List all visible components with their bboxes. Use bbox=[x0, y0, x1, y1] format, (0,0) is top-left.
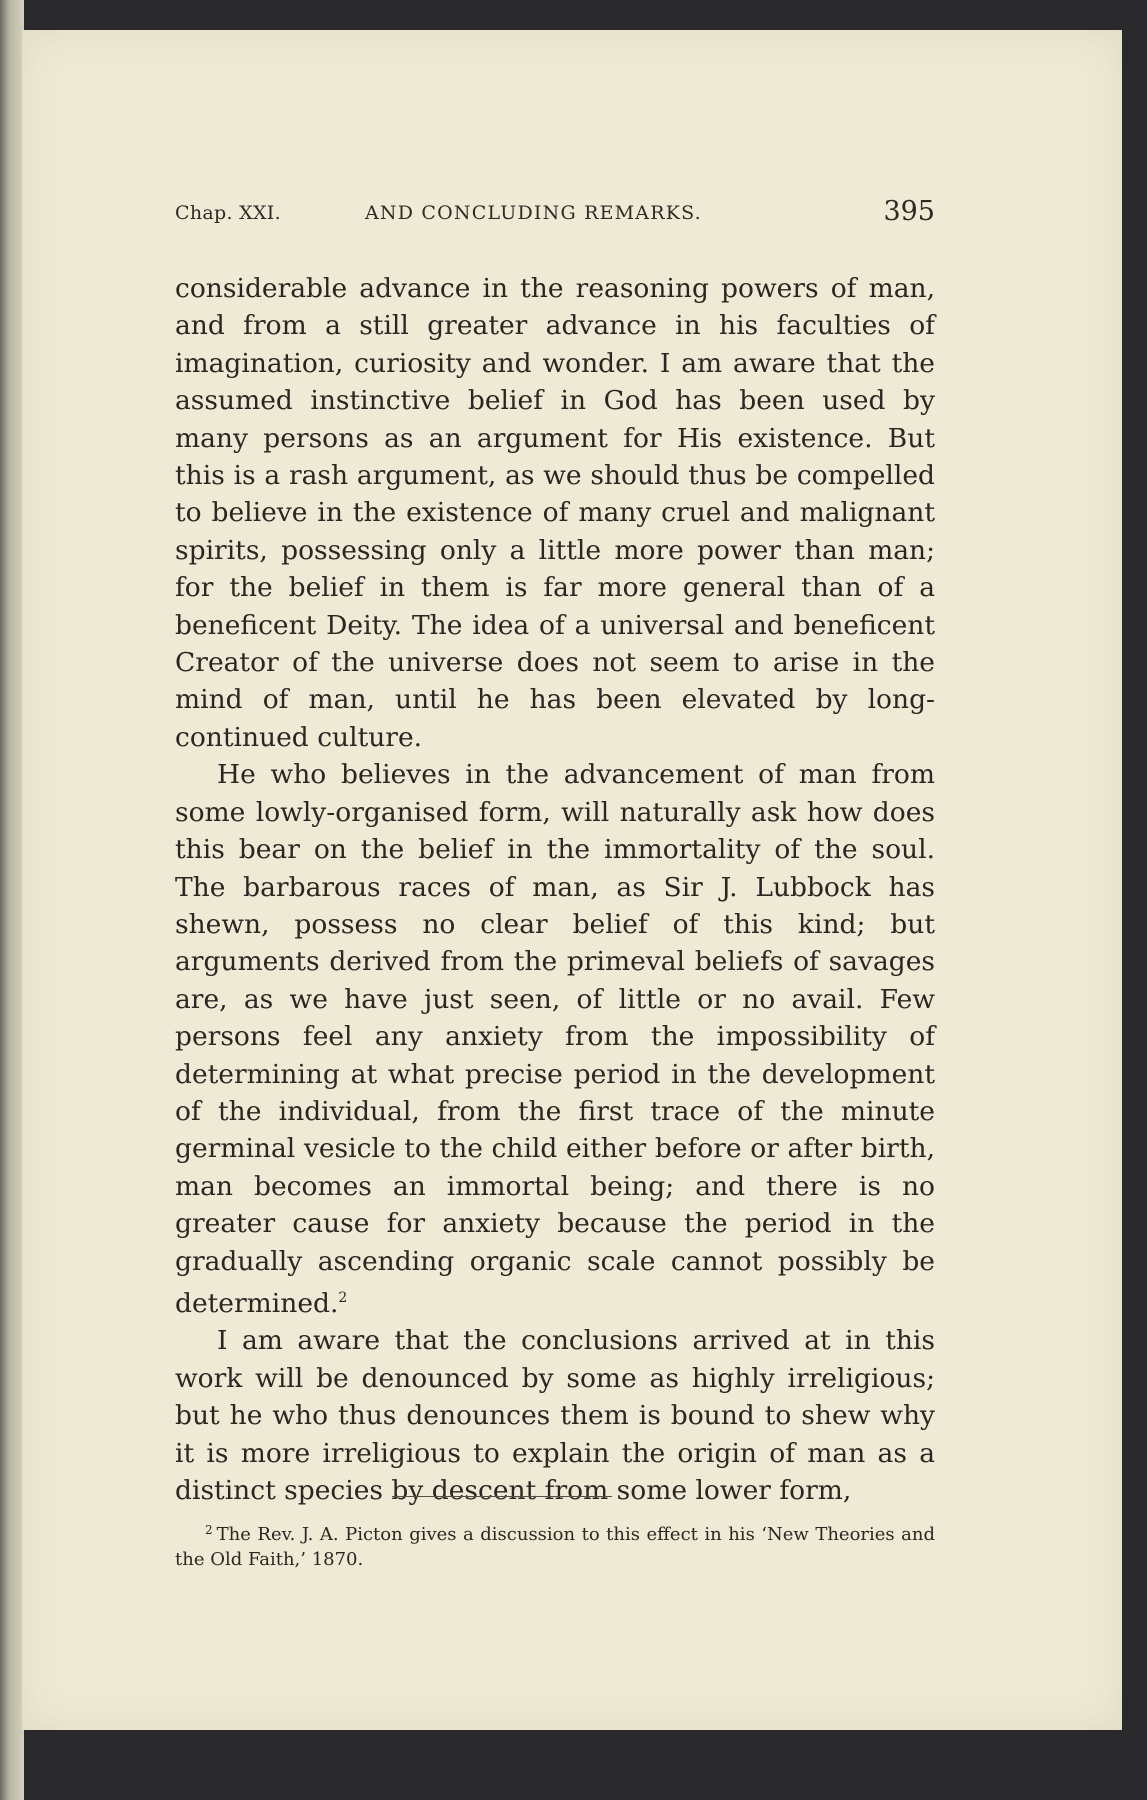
footnote-mark: 2 bbox=[205, 1523, 213, 1537]
footnote-reference[interactable]: 2 bbox=[338, 1289, 348, 1306]
adjacent-page-edge bbox=[0, 0, 24, 1800]
paragraph bbox=[175, 1322, 935, 1509]
paragraph-text: considerable advance in the reasoning powers of man, and from a still greater advance in his faculties of imagination, curiosity and wonder. I am aware that the assumed instinctive belief in God has been used by many persons as an argument for His existence. But this is a rash argument, as we should thus be compelled to believe in the existence of many cruel and malignant spirits, possessing only a little more power than man; for the belief in them is far more general than of a beneficent Deity. The idea of a universal and beneficent Creator of the universe does not seem to arise in the mind of man, until he has been elevated by long-continued culture. bbox=[175, 273, 935, 753]
body-text bbox=[175, 270, 935, 1509]
paragraph bbox=[175, 270, 935, 756]
running-header bbox=[175, 196, 935, 236]
page-number: 395 bbox=[883, 196, 935, 227]
chapter-label: Chap. XXI. bbox=[175, 202, 281, 224]
book-page bbox=[22, 30, 1122, 1730]
footnote-text: The Rev. J. A. Picton gives a discussion to this effect in his ‘New Theories and the Old Faith,’ 1870. bbox=[175, 1524, 935, 1570]
paragraph-text: I am aware that the conclusions arrived at in this work will be denounced by some as highly irreligious; but he who thus denounces them is bound to shew why it is more irreligious to explain the origin of man as a distinct species by descent from some lower form, bbox=[175, 1325, 935, 1506]
running-title: AND CONCLUDING REMARKS. bbox=[365, 202, 702, 224]
footnote-divider bbox=[392, 1496, 612, 1497]
footnote bbox=[175, 1518, 935, 1572]
paragraph bbox=[175, 756, 935, 1322]
paragraph-text: He who believes in the advancement of man from some lowly-organised form, will naturally ask how does this bear on the belief in the immortality of the soul. The barbarous races of man, as Sir J. Lubbock has shewn, possess no clear belief of this kind; but arguments derived from the primeval beliefs of savages are, as we have just seen, of little or no avail. Few persons feel any anxiety from the impossibility of determining at what precise period in the development of the individual, from the first trace of the minute germinal vesicle to the child either before or after birth, man becomes an immortal being; and there is no greater cause for anxiety because the period in the gradually ascending organic scale cannot possibly be determined. bbox=[175, 759, 935, 1319]
